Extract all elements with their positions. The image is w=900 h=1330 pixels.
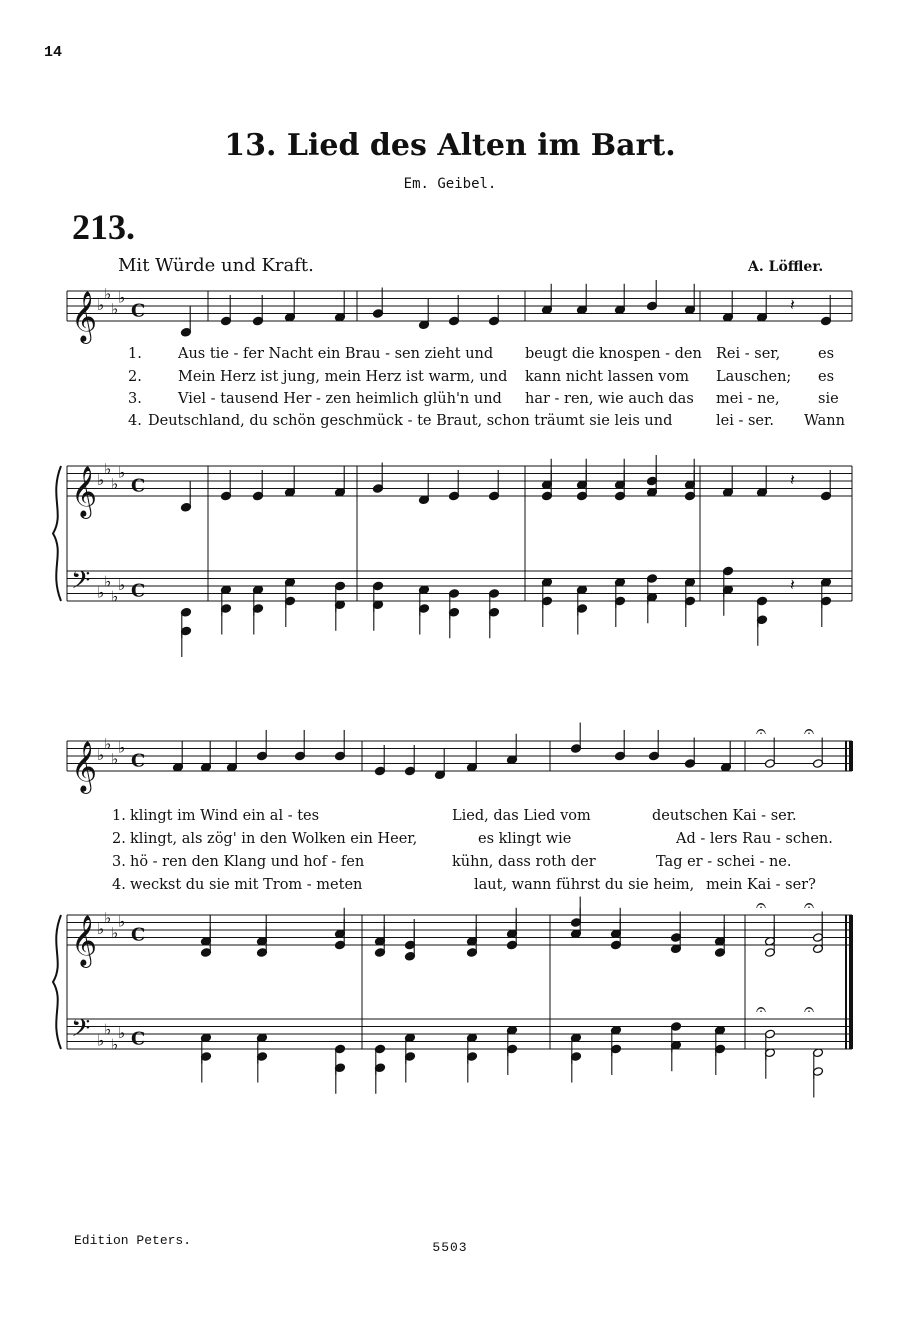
flat-icon: ♭ [104,908,112,927]
verse-number: 3. [112,854,126,870]
lyric-line: lei - ser. [716,413,774,429]
time-signature: C [131,300,146,322]
flat-icon: ♭ [118,738,126,757]
time-signature: C [131,1028,146,1050]
lyric-line: Deutschland, du schön geschmück - te Braut, schon träumt sie leis und [148,413,673,429]
flat-icon: ♭ [97,583,105,602]
lyric-line: Rei - ser, [716,346,781,362]
lyric-line: mein Kai - ser? [706,877,816,893]
flat-icon: ♭ [118,1024,126,1042]
fermata-icon: 𝄐 [804,895,815,916]
flat-icon: ♭ [111,923,119,942]
lyric-line: Mein Herz ist jung, mein Herz ist warm, und [178,369,508,385]
lyric-line: laut, wann führst du sie heim, [474,877,695,893]
rest-icon: 𝄽 [790,470,795,489]
lyric-line: Ad - lers Rau - schen. [676,831,833,847]
flat-icon: ♭ [97,746,105,764]
flat-icon: ♭ [111,1035,119,1054]
lyric-line: mei - ne, [716,391,780,407]
verse-number: 4. [112,877,126,893]
flat-icon: ♭ [104,734,112,753]
lyric-line: kann nicht lassen vom [525,369,689,385]
composer-credit: A. Löffler. [748,259,824,275]
verse-number: 2. [128,369,142,385]
verse-number: 4. [128,413,142,429]
verse-number: 1. [112,808,126,824]
plate-number: 5503 [432,1240,468,1255]
lyric-line: har - ren, wie auch das [525,391,694,407]
flat-icon: ♭ [104,572,112,591]
flat-icon: ♭ [118,912,126,931]
treble-clef-icon: 𝄞 [71,291,98,342]
lyric-line: beugt die knospen - den [525,346,702,362]
poet-credit: Em. Geibel. [403,176,497,192]
tempo-marking: Mit Würde und Kraft. [118,255,314,276]
verse-number: 1. [128,346,142,362]
lyric-line: Lauschen; [716,369,792,385]
time-signature: C [131,580,146,602]
fermata-icon: 𝄐 [756,721,767,742]
flat-icon: ♭ [111,749,119,768]
fermata-icon: 𝄐 [756,895,767,916]
piano-brace [53,466,61,601]
rest-icon: 𝄽 [790,575,795,594]
piano-brace [53,915,61,1049]
flat-icon: ♭ [111,474,119,493]
lyric-line: kühn, dass roth der [452,854,596,870]
lyric-line: Lied, das Lied vom [452,808,591,824]
flat-icon: ♭ [118,463,126,482]
time-signature: C [131,924,146,946]
fermata-icon: 𝄐 [804,721,815,742]
lyric-line: Tag er - schei - ne. [656,854,792,870]
lyric-line: klingt im Wind ein al - tes [130,808,320,824]
lyric-line: Wann [804,413,845,429]
lyric-line: hö - ren den Klang und hof - fen [130,854,365,870]
verse-number: 3. [128,391,142,407]
flat-icon: ♭ [104,284,112,303]
bass-clef-icon: 𝄢 [71,566,91,601]
fermata-icon: 𝄐 [804,999,815,1020]
lyric-line: es [818,346,835,362]
time-signature: C [131,475,146,497]
fermata-icon: 𝄐 [756,999,767,1020]
flat-icon: ♭ [104,459,112,478]
flat-icon: ♭ [118,576,126,594]
flat-icon: ♭ [118,288,126,307]
lyric-line: Viel - tausend Her - zen heimlich glüh'n und [178,391,502,407]
lyric-line: weckst du sie mit Trom - meten [130,877,363,893]
lyric-line: sie [818,391,839,407]
flat-icon: ♭ [111,299,119,318]
flat-icon: ♭ [97,920,105,938]
footer-edition: Edition Peters. [74,1233,192,1248]
lyric-line: Aus tie - fer Nacht ein Brau - sen zieht und [178,346,494,362]
flat-icon: ♭ [104,1020,112,1039]
flat-icon: ♭ [111,587,119,606]
flat-icon: ♭ [97,1031,105,1050]
lyric-line: deutschen Kai - ser. [652,808,797,824]
lyric-line: klingt, als zög' in den Wolken ein Heer, [130,831,418,847]
treble-clef-icon: 𝄞 [71,915,98,966]
treble-clef-icon: 𝄞 [71,741,98,792]
page-number: 14 [44,44,63,61]
treble-clef-icon: 𝄞 [71,466,98,517]
song-title: 13. Lied des Alten im Bart. [224,128,676,163]
lyric-line: es [818,369,835,385]
flat-icon: ♭ [97,296,105,314]
rest-icon: 𝄽 [790,295,795,314]
flat-icon: ♭ [97,471,105,489]
verse-number: 2. [112,831,126,847]
lyric-line: es klingt wie [478,831,572,847]
time-signature: C [131,750,146,772]
song-number: 213. [72,207,135,247]
bass-clef-icon: 𝄢 [71,1014,91,1049]
